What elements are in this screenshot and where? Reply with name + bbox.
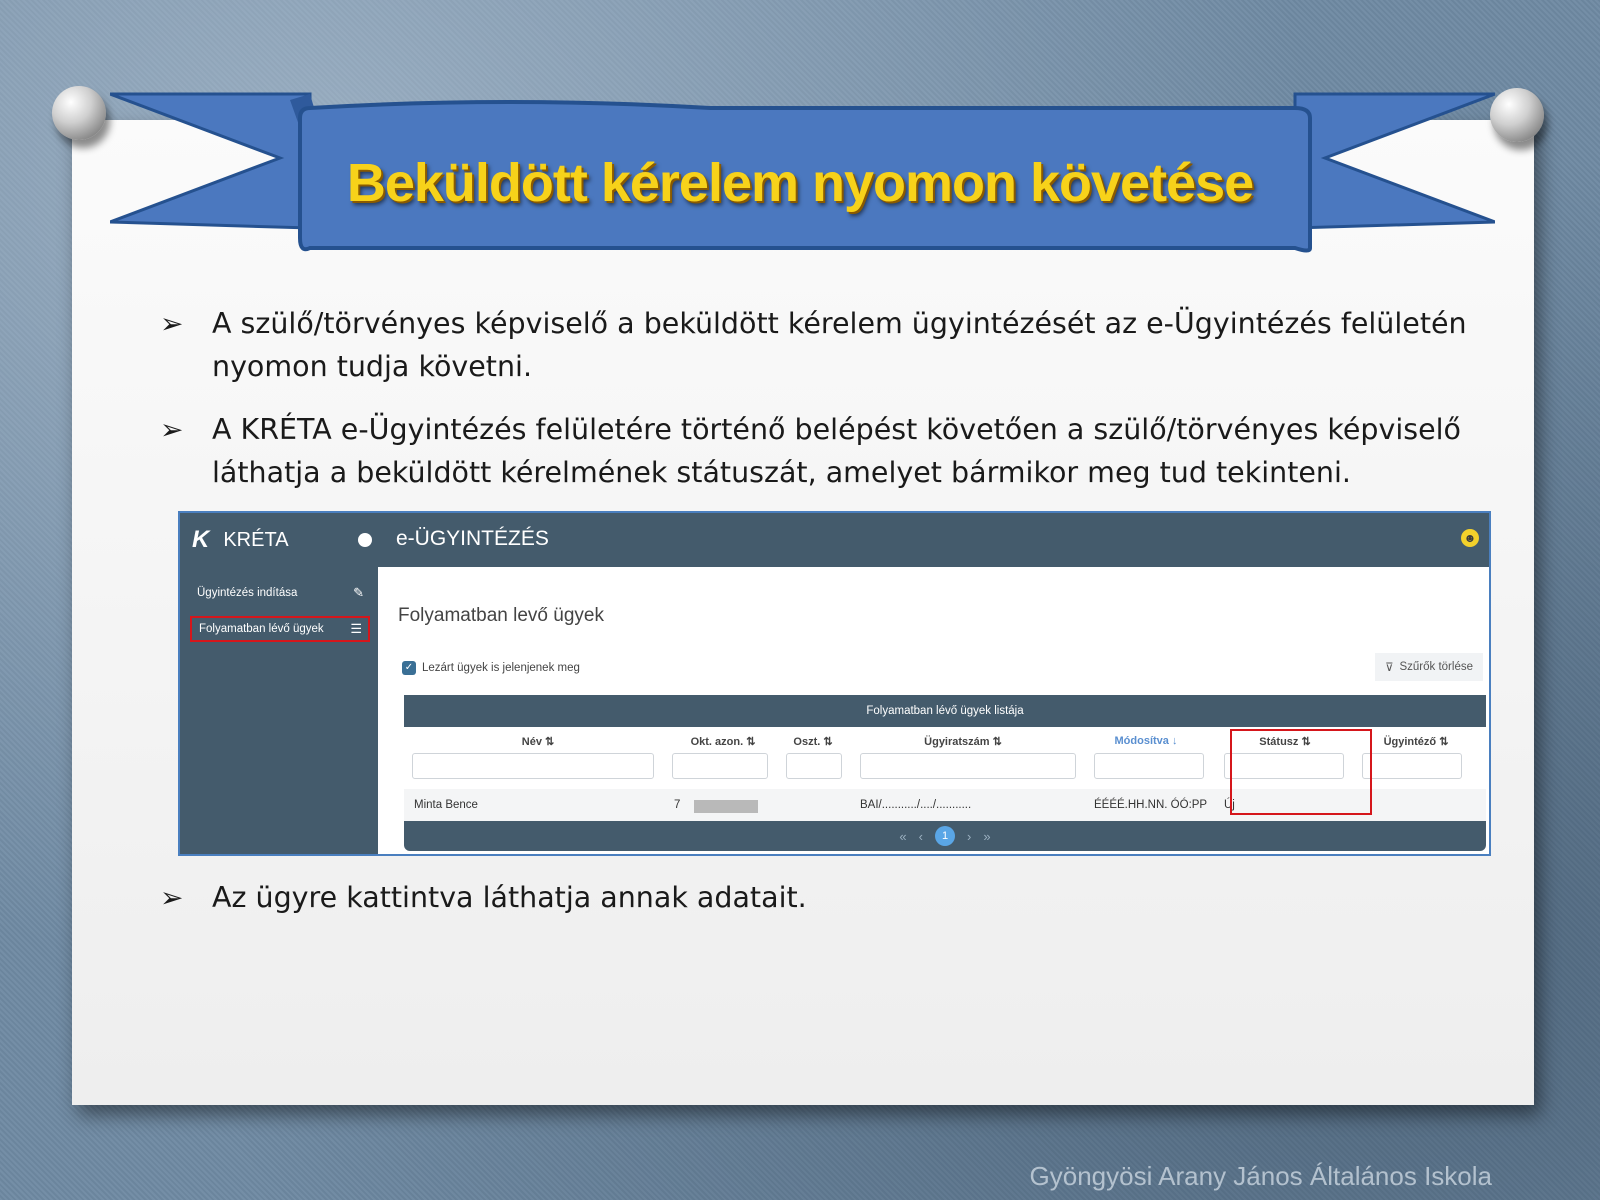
arrow-bullet-icon: ➢ [160,881,184,914]
cell-ugyiratszam: BAI/.........../..../........... [860,799,972,811]
clear-filters-label: Szűrők törlése [1399,661,1473,673]
arrow-bullet-icon: ➢ [160,307,184,340]
column-header-ugyiratszam[interactable]: Ügyiratszám ⇅ [924,736,1002,748]
clear-filters-button[interactable] [1375,653,1483,681]
column-header-ugyintezo[interactable]: Ügyintéző ⇅ [1383,736,1449,748]
sidebar [180,513,378,856]
filter-clear-icon: ⊽ [1385,662,1394,674]
main-content [378,567,1489,854]
bullet-list-top [160,302,1490,514]
app-header [378,513,1489,567]
pushpin-right-icon [1490,88,1544,142]
list-icon: ☰ [350,621,362,636]
cell-modositva: ÉÉÉÉ.HH.NN. ÓÓ:PP [1094,799,1208,811]
page-button-current[interactable]: 1 [935,826,955,846]
bullet-text: A szülő/törvényes képviselő a beküldött kérelem ügyintézését az e-Ügyintézés felületén nyomon tudja követni. [212,307,1467,383]
column-header-oszt[interactable]: Oszt. ⇅ [793,736,833,748]
pagination [404,821,1486,851]
arrow-bullet-icon: ➢ [160,413,184,446]
edit-icon: ✎ [353,585,364,600]
sidebar-item-ugyintezes-inditasa[interactable] [190,580,370,606]
column-header-statusz[interactable]: Státusz ⇅ [1259,736,1311,748]
bullet-list-bottom [160,876,1490,939]
column-header-okt-azon[interactable]: Okt. azon. ⇅ [690,736,756,748]
filter-input-nev[interactable] [412,753,654,779]
sidebar-item-label: Folyamatban lévő ügyek [199,623,324,635]
app-title: e-ÜGYINTÉZÉS [396,527,549,550]
status-highlight-box [1230,729,1372,815]
filter-input-ugyiratszam[interactable] [860,753,1076,779]
sidebar-item-label: Ügyintézés indítása [197,587,298,599]
last-page-icon[interactable]: » [983,828,991,844]
pushpin-left-icon [52,86,106,140]
filter-input-ugyintezo[interactable] [1362,753,1462,779]
cell-okt-azon: 7 [674,799,681,811]
table-title: Folyamatban lévő ügyek listája [404,695,1486,727]
filter-input-oszt[interactable] [786,753,842,779]
sidebar-toggle-dot-icon[interactable] [358,533,372,547]
filter-input-modositva[interactable] [1094,753,1204,779]
cell-statusz: Új [1224,799,1235,811]
sidebar-item-folyamatban-levo-ugyek[interactable] [190,616,370,642]
kreta-screenshot [178,511,1491,856]
kreta-logo-icon: K [192,526,210,553]
filter-input-okt-azon[interactable] [672,753,768,779]
bullet-item [160,408,1490,494]
prev-page-icon[interactable]: ‹ [918,828,923,844]
redacted-id [694,800,758,813]
school-footer: Gyöngyösi Arany János Általános Iskola [1029,1161,1492,1191]
cell-nev[interactable]: Minta Bence [414,799,478,811]
column-header-modositva[interactable]: Módosítva ↓ [1114,735,1178,747]
bullet-item [160,876,1490,919]
bullet-text: Az ügyre kattintva láthatja annak adatait. [212,881,807,914]
checkbox-checked-icon[interactable]: ✓ [402,661,416,675]
user-badge-icon[interactable]: ☻ [1461,529,1479,547]
bullet-text: A KRÉTA e-Ügyintézés felületére történő belépést követően a szülő/törvényes képviselő láthatja a beküldött kérelmének státuszát, amelyet bármikor meg tud tekinteni. [212,413,1461,489]
slide-title: Beküldött kérelem nyomon követése [346,153,1254,213]
bullet-item [160,302,1490,388]
brand[interactable] [180,513,378,567]
first-page-icon[interactable]: « [899,828,907,844]
page-heading: Folyamatban levő ügyek [398,605,604,626]
show-closed-checkbox[interactable] [402,661,580,675]
column-header-nev[interactable]: Név ⇅ [521,736,555,748]
brand-name: KRÉTA [223,528,289,551]
next-page-icon[interactable]: › [967,828,972,844]
checkbox-label: Lezárt ügyek is jelenjenek meg [422,662,580,674]
